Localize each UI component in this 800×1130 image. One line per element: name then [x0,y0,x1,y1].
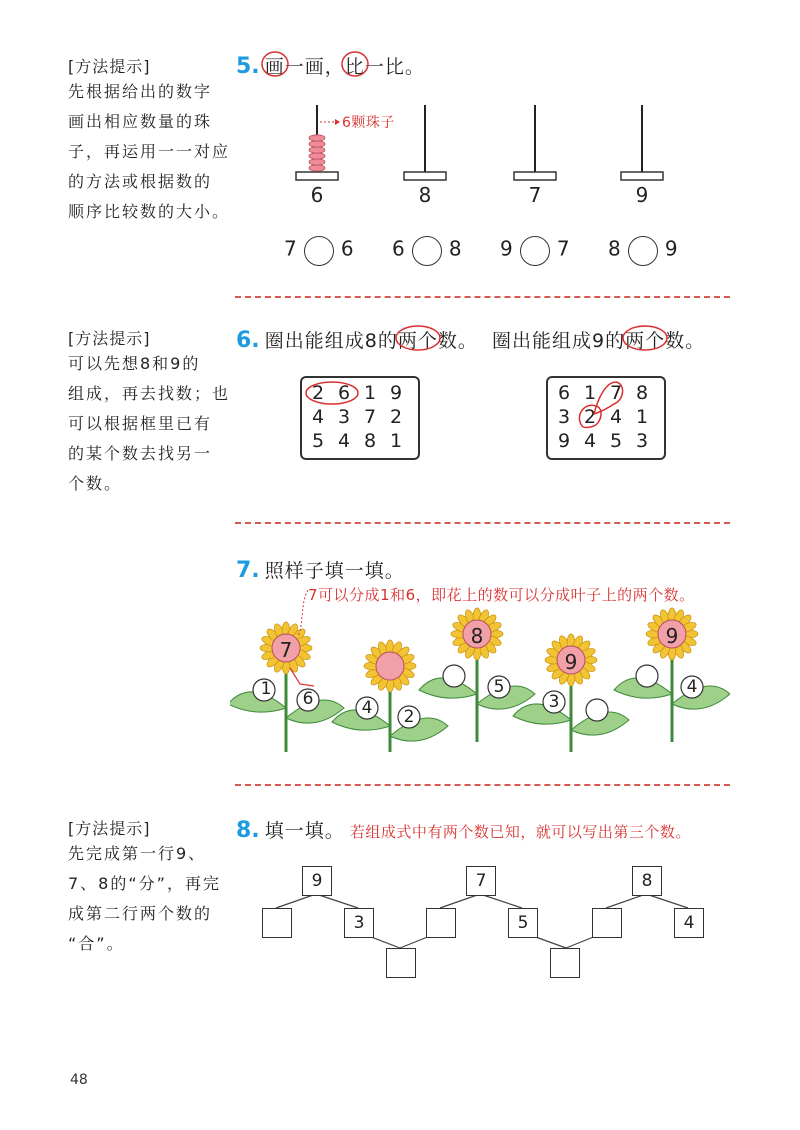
q7-title: 照样子填一填。 [264,560,405,582]
question-number: 8. [236,818,260,843]
tip-line: 顺序比较数的大小。 [68,202,231,221]
compare-right: 7 [556,236,570,261]
grid-cell[interactable]: 3 [337,406,351,428]
abacus-number: 7 [528,183,542,207]
tip-line: 先根据给出的数字 [68,82,213,101]
circled-word [398,326,438,353]
abacus-1 [296,105,340,180]
section-divider [235,784,730,786]
grid-cell[interactable]: 8 [363,430,377,452]
answer-box[interactable] [550,948,580,978]
compare-right: 9 [664,236,678,261]
flower-center-number: 9 [564,650,578,674]
grid-cell[interactable]: 9 [389,382,403,404]
leaf-number: 1 [260,679,272,699]
top-number-box: 8 [632,866,662,896]
grid-cell[interactable]: 1 [363,382,377,404]
tip-line: 可以先想8和9的 [68,354,201,373]
circled-word [265,52,285,79]
compare-left: 8 [608,236,621,261]
answer-box[interactable] [386,948,416,978]
grid-cell[interactable]: 5 [609,430,623,452]
word: 数。 [437,330,478,352]
word: 数。 [665,330,706,352]
red-circle-icon [621,323,669,353]
top-number-box: 7 [466,866,496,896]
leaf-number: 5 [493,677,505,697]
bead [309,159,325,165]
tip-line: 组成，再去找数；也 [68,384,231,403]
grid-cell[interactable]: 4 [583,430,597,452]
tip-line: 的某个数去找另一 [68,444,213,463]
flower-center-number: 7 [279,638,293,662]
word: 两个 [625,330,666,352]
page-number: 48 [70,1072,88,1088]
word: 比 [344,56,365,78]
grid-cell[interactable]: 1 [389,430,403,452]
flower-center [376,652,404,680]
leaf-number: 2 [403,707,415,727]
tip-block-3 [68,816,221,959]
word: 圈出能组成8的 [264,330,398,352]
bead [309,135,325,141]
word: 一比。 [364,56,425,78]
tip-line: 可以根据框里已有 [68,414,213,433]
bead-annotation: 6颗珠子 [342,115,395,131]
abacus-4 [621,105,663,180]
bead [309,141,325,147]
red-circle-icon [394,323,442,353]
q5-text [265,56,425,78]
tip-line: “合”。 [68,934,125,953]
compare-right: 8 [448,236,462,261]
word: 一画， [284,56,345,78]
section-divider [235,296,730,298]
tip-line: 7、8的“分”，再完 [68,874,221,893]
tip-line: 成第二行两个数的 [68,904,213,923]
word: 圈出能组成9的 [491,330,626,352]
question-number: 5. [236,54,260,79]
comparison-1 [284,236,354,266]
tip-line: 先完成第一行9、 [68,844,207,863]
compare-right: 6 [340,236,354,261]
comparison-4 [608,236,678,266]
sunflower-group [230,584,730,756]
compare-blank-circle[interactable] [520,236,550,266]
bead [309,147,325,153]
flower-center-number: 9 [665,624,679,648]
compare-blank-circle[interactable] [304,236,334,266]
tip-title: [方法提示] [68,819,151,838]
grid-cell[interactable]: 5 [311,430,325,452]
tip-line: 的方法或根据数的 [68,172,213,191]
leaf-number: 6 [302,689,314,709]
tip-line: 画出相应数量的珠 [68,112,213,131]
grid-cell[interactable]: 3 [635,430,649,452]
compare-left: 6 [392,236,405,261]
section-divider [235,522,730,524]
tip-block-2 [68,326,230,499]
leaf-circle [636,665,658,687]
tip-title: [方法提示] [68,329,151,348]
red-circle-icon [304,380,364,406]
compare-left: 7 [284,236,297,261]
red-circle-icon [340,49,370,79]
red-circle-icon [572,378,632,434]
answer-box[interactable] [426,908,456,938]
abacus-3 [514,105,556,180]
q8-heading [236,816,691,843]
grid-cell[interactable]: 6 [337,382,351,404]
number-box: 4 [674,908,704,938]
grid-cell[interactable]: 2 [583,406,597,428]
grid-cell[interactable]: 9 [557,430,571,452]
comparison-3 [500,236,570,266]
sunflower [332,640,448,752]
leaf-circle [443,665,465,687]
number-box: 3 [344,908,374,938]
circled-word [345,52,365,79]
q6-heading [236,326,705,353]
number-box: 5 [508,908,538,938]
leaf-number: 4 [686,677,698,697]
q7-heading [236,556,405,583]
grid-cell[interactable]: 4 [311,406,325,428]
question-number: 6. [236,328,260,353]
compare-blank-circle[interactable] [412,236,442,266]
grid-cell[interactable]: 4 [609,406,623,428]
grid-cell[interactable]: 7 [609,382,623,404]
q8-title: 填一填。 [264,820,345,842]
question-number: 7. [236,558,260,583]
abacus-number: 9 [635,183,649,207]
q6-text [265,330,705,352]
grid-cell[interactable]: 8 [635,382,649,404]
grid-cell[interactable]: 4 [337,430,351,452]
tip-block-1 [68,54,230,227]
leaf-number: 3 [548,692,560,712]
q5-heading [236,52,425,79]
leaf-number: 4 [361,698,373,718]
tip-title: [方法提示] [68,57,151,76]
number-grid-8 [300,376,420,460]
red-circle-icon [260,49,290,79]
compare-blank-circle[interactable] [628,236,658,266]
word: 两个 [397,330,438,352]
compare-left: 9 [500,236,513,261]
answer-box[interactable] [262,908,292,938]
circled-word [625,326,665,353]
number-grid-9 [546,376,666,460]
grid-cell[interactable]: 2 [389,406,403,428]
answer-box[interactable] [592,908,622,938]
grid-cell[interactable]: 3 [557,406,571,428]
abacus-number: 8 [418,183,432,207]
leaf-circle [586,699,608,721]
bead [309,153,325,159]
grid-cell[interactable]: 1 [635,406,649,428]
top-number-box: 9 [302,866,332,896]
abacus-2 [404,105,446,180]
abacus-number: 6 [310,183,324,207]
q8-hint: 若组成式中有两个数已知，就可以写出第三个数。 [349,823,691,841]
grid-cell[interactable]: 1 [583,382,597,404]
grid-cell[interactable]: 2 [311,382,325,404]
comparison-2 [392,236,462,266]
word: 画 [264,56,285,78]
grid-cell[interactable]: 7 [363,406,377,428]
tip-line: 子，再运用一一对应 [68,142,231,161]
bead [309,165,325,171]
q7-hint: 7可以分成1和6，即花上的数可以分成叶子上的两个数。 [308,586,695,604]
flower-center-number: 8 [470,624,484,648]
grid-cell[interactable]: 6 [557,382,571,404]
tip-line: 个数。 [68,474,123,493]
